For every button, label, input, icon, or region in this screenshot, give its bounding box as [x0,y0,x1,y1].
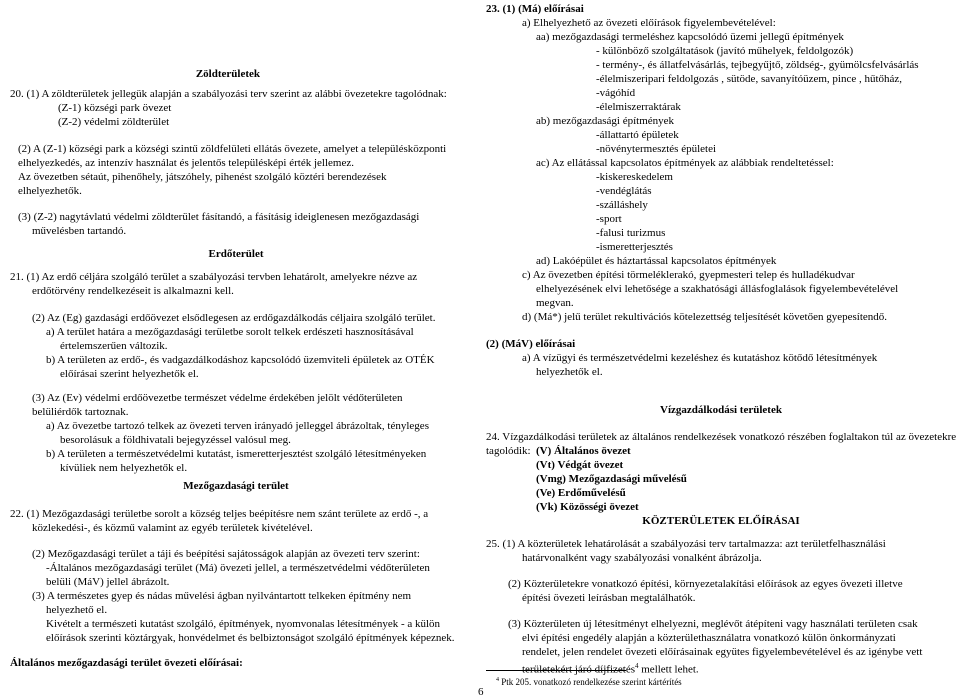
heading-altalanos-mezogazdasagi: Általános mezőgazdasági terület övezeti előírásai: [10,657,243,669]
paragraph-25-3-line3: rendelet, jelen rendelet övezeti előírásainak együtes figyelembevételével és az igénybe vett [522,646,923,658]
page-number: 6 [478,686,484,698]
paragraph-25-2-line1: (2) Közterületekre vonatkozó építési, környezetalakítási előírások az egyes övezeti illetve [508,578,903,590]
zone-z2: (Z-2) védelmi zöldterület [58,116,170,128]
paragraph-21-2: (2) Az (Eg) gazdasági erdőövezet elsődlegesen az erdőgazdálkodás céljaira szolgáló terület. [32,312,436,324]
paragraph-23-ad: ad) Lakóépület és háztartással kapcsolatos építmények [536,255,777,267]
section-title-mezogazdasagi: Mezőgazdasági terület [183,480,289,492]
paragraph-21-3-a-line2: besorolásuk a földhivatali bejegyzéssel valósul meg. [60,434,291,446]
paragraph-21-3-line1: (3) Az (Ev) védelmi erdőövezetbe természet védelme érdekében jelölt védőterületen [32,392,403,404]
paragraph-21-3-a-line1: a) Az övezetbe tartozó telkek az övezeti terven irányadó jelleggel ábrázoltak, tényleges [46,420,429,432]
paragraph-25-3-line1: (3) Közterületen új létesítményt elhelyezni, meglévőt átépíteni vagy használati területen csak [508,618,918,630]
zone-item: (Vmg) Mezőgazdasági művelésű [536,473,687,485]
paragraph-22-3-line3: Kivételt a természeti kutatást szolgáló, építmények, nyomvonalas létesítmények - a külön [46,618,441,630]
section-title-23: 23. (1) (Má) előírásai [486,3,584,15]
footnote [496,674,682,689]
paragraph-23-c-line2: elhelyezésének elvi lehetősége a szakhatósági állásfoglalások figyelembevételével [536,283,899,295]
paragraph-23-aa: aa) mezőgazdasági termeléshez kapcsolódó üzemi jellegű építmények [536,31,844,43]
paragraph-25-3-line4-text: területekért járó díjfizetés [522,663,635,676]
aa-item: -élelmiszeripari feldolgozás , sütöde, savanyítóüzem, pince , hűtőház, [596,73,903,85]
aa-item: -vágóhíd [596,87,636,99]
ac-item: -vendéglátás [596,185,652,197]
aa-item: - különböző szolgáltatások (javító műhelyek, feldolgozók) [596,45,854,57]
paragraph-22-1-line2: közlekedési-, és közmű valamint az egyéb területek kivételével. [32,522,313,534]
aa-item: -élelmiszerraktárak [596,101,681,113]
paragraph-24-line2: tagolódik: [486,445,531,457]
section-title-zoldteruletek: Zöldterületek [195,68,260,80]
paragraph-20-2-line3: Az övezetben sétaút, pihenőhely, játszóhely, pihenést szolgáló köztéri berendezések [18,171,387,183]
paragraph-25-1-line1: 25. (1) A közterületek lehatárolását a szabályozási terv tartalmazza: azt területfelhasználási [486,538,886,550]
paragraph-22-2-line2: -Általános mezőgazdasági terület (Má) övezeti jellel, a természetvédelmi védőterületen [46,562,430,574]
paragraph-25-1-line2: határvonalként vagy szabályozási vonalként ábrázolja. [522,552,762,564]
paragraph-21-3-b-line2: kívüliek nem helyezhetők el. [60,462,188,474]
paragraph-23-a: a) Elhelyezhető az övezeti előírások figyelembevételével: [522,17,776,29]
paragraph-23-ab: ab) mezőgazdasági építmények [536,115,675,127]
paragraph-21-3-b-line1: b) A területen a természetvédelmi kutatást, ismeretterjesztést szolgáló létesítményeken [46,448,427,460]
ac-item: -szálláshely [596,199,648,211]
paragraph-21-2-a-line2: értelemszerűen változik. [60,340,168,352]
ac-item: -ismeretterjesztés [596,241,673,253]
paragraph-mav-a-line2: helyezhetők el. [536,366,603,378]
paragraph-20-2-line4: elhelyezhetők. [18,185,82,197]
ab-item: -állattartó épületek [596,129,679,141]
zone-item: (Vk) Közösségi övezet [536,501,639,513]
section-title-kozteruletek: KÖZTERÜLETEK ELŐÍRÁSAI [642,515,800,527]
ac-item: -falusi turizmus [596,227,666,239]
section-title-vizgazdalkodasi: Vízgazdálkodási területek [660,404,782,416]
paragraph-22-3-line4: előírások szerinti köztárgyak, honvédelmet és belbiztonságot szolgáló építmények képeznek. [46,632,455,644]
paragraph-21-2-a-line1: a) A terület határa a mezőgazdasági területbe sorolt telkek erdészeti hasznosításával [46,326,414,338]
paragraph-20-2-line2: elhelyezkedés, az intenzív használat és jelentős településképi érték jellemez. [18,157,354,169]
paragraph-21-1-line2: erdőtörvény rendelkezéseit is alkalmazni kell. [32,285,234,297]
paragraph-20-1: 20. (1) A zöldterületek jellegük alapján a szabályozási terv szerint az alábbi övezetekre tagolódnak: [10,88,447,100]
footnote-divider [486,670,626,671]
aa-item: - termény-, és állatfelvásárlás, tejbegyűjtő, zöldség-, gyümölcsfelvásárlás [596,59,919,71]
zone-item: (V) Általános övezet [536,445,631,457]
paragraph-21-2-b-line2: előírásai szerint helyezhetők el. [60,368,199,380]
paragraph-23-d: d) (Má*) jelű terület rekultivációs kötelezettség teljesítését követően gyepesítendő. [522,311,888,323]
zone-item: (Ve) Erdőművelésű [536,487,626,499]
section-title-mav: (2) (MáV) előírásai [486,338,576,350]
section-title-erdoterulet: Erdőterület [208,248,264,260]
paragraph-23-c-line3: megvan. [536,297,574,309]
footnote-text: Ptk 205. vonatkozó rendelkezése szerint kártérítés [499,677,682,687]
paragraph-mav-a-line1: a) A vízügyi és természetvédelmi kezeléshez és kutatáshoz kötődő létesítmények [522,352,878,364]
zone-item: (Vt) Védgát övezet [536,459,624,471]
footnote-number: 4 [496,677,499,683]
paragraph-22-3-line2: helyezhető el. [46,604,108,616]
paragraph-20-2-line1: (2) A (Z-1) községi park a községi szintű zöldfelületi ellátás övezete, amelyet a településközponti [18,143,447,155]
ac-item: -sport [596,213,622,225]
paragraph-20-3-line2: művelésben tartandó. [32,225,127,237]
paragraph-23-c-line1: c) Az övezetben építési törmeléklerakó, gyepmesteri telep és hulladékudvar [522,269,855,281]
paragraph-21-1-line1: 21. (1) Az erdő céljára szolgáló terület a szabályozási tervben lehatárolt, amelyekre nézve az [10,271,418,283]
ab-item: -növénytermesztés épületei [596,143,717,155]
paragraph-24-line1: 24. Vízgazdálkodási területek az általános rendelkezések vonatkozó részében foglaltakon túl az övezetekre [486,431,957,443]
paragraph-22-2-line3: belüli (MáV) jellel ábrázolt. [46,576,170,588]
paragraph-21-3-line2: belüliérdők tartoznak. [32,406,129,418]
paragraph-22-1-line1: 22. (1) Mezőgazdasági területbe sorolt a község teljes beépítésre nem szánt területe az erdő -, a [10,508,429,520]
paragraph-22-2-line1: (2) Mezőgazdasági terület a táji és beépítési sajátosságok alapján az övezeti terv szerint: [32,548,420,560]
footnote-ref[interactable]: 4 [635,662,639,670]
zone-z1: (Z-1) községi park övezet [58,102,172,114]
paragraph-21-2-b-line1: b) A területen az erdő-, és vadgazdálkodáshoz kapcsolódó üzemviteli épületek az OTÉK [46,354,435,366]
paragraph-25-2-line2: építési övezeti leírásban megtalálhatók. [522,592,696,604]
paragraph-25-3-line2: elvi építési engedély alapján a közterülethasználatra vonatkozó külön önkormányzati [522,632,896,644]
paragraph-25-3-line4-end: mellett lehet. [638,663,699,676]
paragraph-22-3-line1: (3) A természetes gyep és nádas művelési ágban nyilvántartott telkeken építmény nem [32,590,412,602]
paragraph-20-3-line1: (3) (Z-2) nagytávlatú védelmi zöldterület fásítandó, a fásításig ideiglenesen mezőgazdasági [18,211,420,223]
paragraph-23-ac: ac) Az ellátással kapcsolatos építmények az alábbiak rendeltetéssel: [536,157,834,169]
ac-item: -kiskereskedelem [596,171,673,183]
